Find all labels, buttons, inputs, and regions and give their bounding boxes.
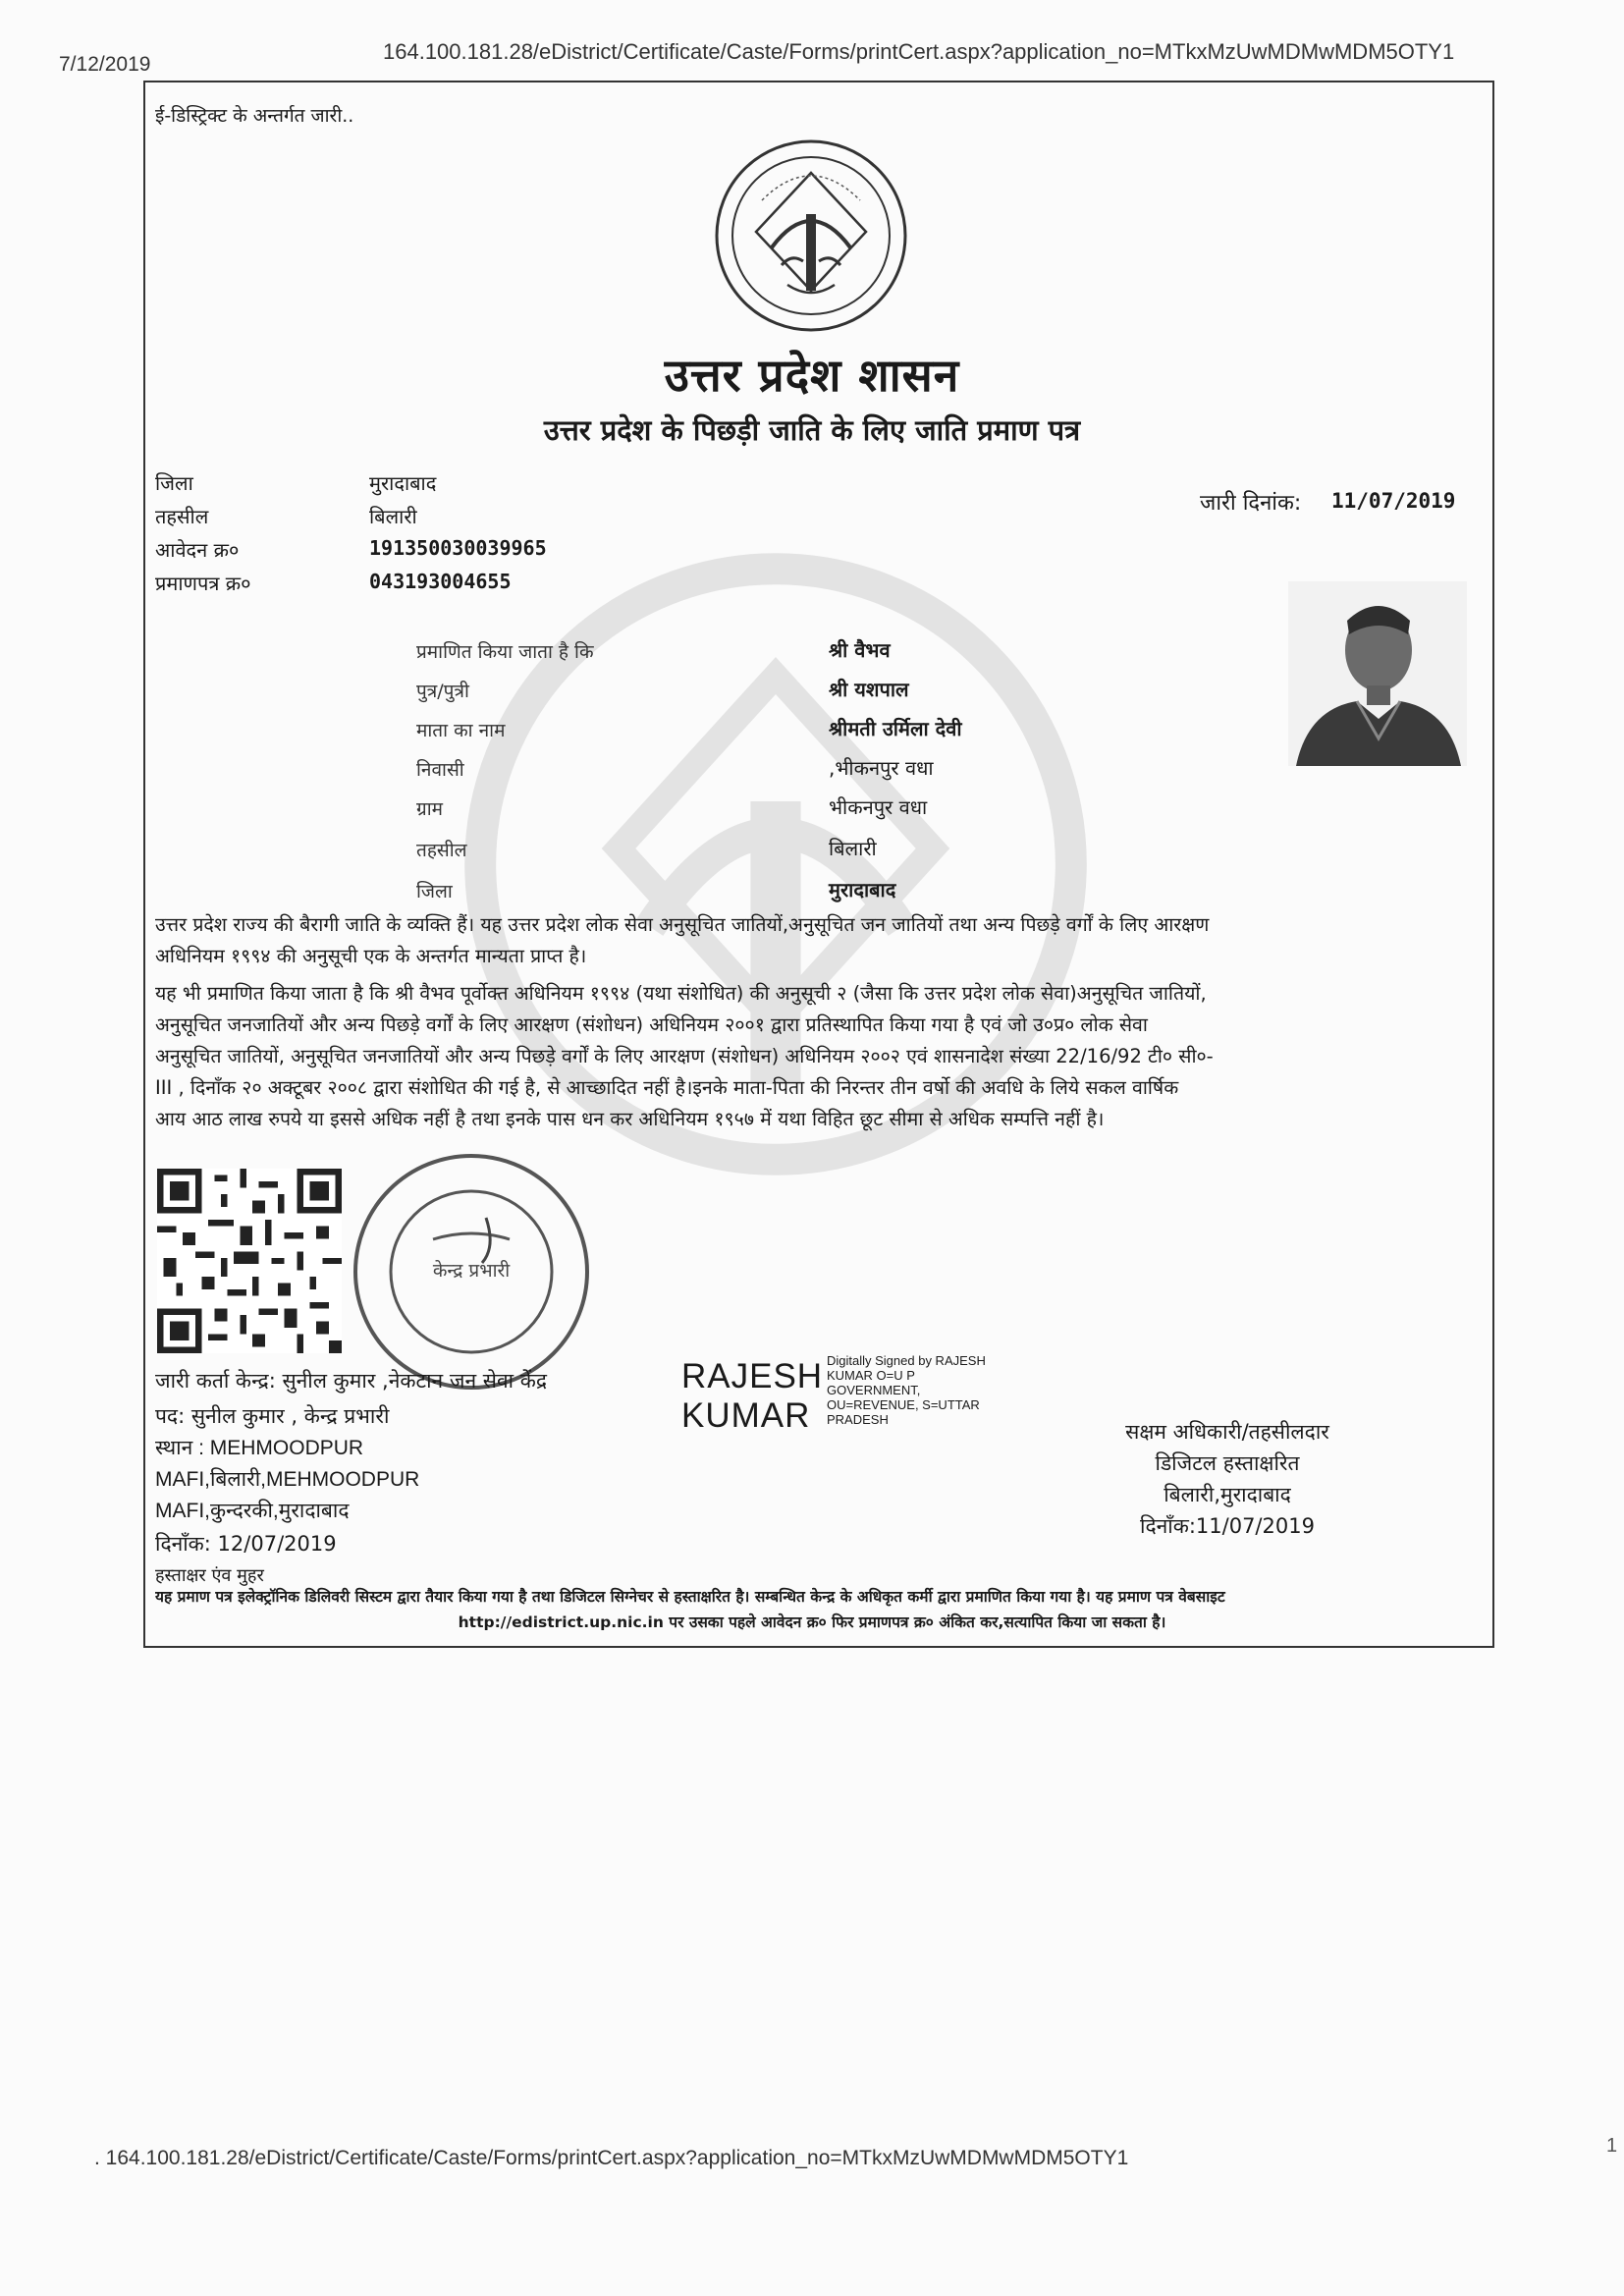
applicant-photo <box>1288 581 1467 766</box>
seal-text: केन्द्र प्रभारी <box>432 1260 511 1282</box>
father-name: श्री यशपाल <box>829 678 909 701</box>
header-note: ई-डिस्ट्रिक्ट के अन्तर्गत जारी.. <box>155 105 354 127</box>
district-value: मुरादाबाद <box>369 471 437 495</box>
mother-label: माता का नाम <box>416 720 506 741</box>
tehsil-label: तहसील <box>155 505 209 528</box>
paragraph-line: आय आठ लाख रुपये या इससे अधिक नहीं है तथा इनके पास धन कर अधिनियम १९५७ में यथा विहित छूट सीमा से अधिक सम्पत्ति नहीं है। <box>155 1108 1105 1130</box>
tehsil-value: बिलारी <box>369 505 417 528</box>
officer-date: दिनाँक:11/07/2019 <box>1140 1514 1315 1538</box>
verification-note: यह प्रमाण पत्र इलेक्ट्रॉनिक डिलिवरी सिस्टम द्वारा तैयार किया गया है तथा डिजिटल सिग्नेचर से हस्ताक्षरित है। सम्बन्धित केन्द्र के अधिकृत कर्मी द्वारा प्रमाणित किया गया है। यह प्रमाण पत्र वेबसाइट <box>155 1588 1225 1606</box>
village-label: ग्राम <box>416 798 443 820</box>
issuer-date: दिनाँक: 12/07/2019 <box>155 1532 337 1556</box>
creamy-layer-paragraph <box>155 978 1483 1135</box>
village-value: भीकनपुर वधा <box>829 795 928 819</box>
certificate-subtitle: उत्तर प्रदेश के पिछड़ी जाति के लिए जाति प्रमाण पत्र <box>543 413 1081 447</box>
application-number-value: 191350030039965 <box>369 536 547 560</box>
digitally-signed-label: डिजिटल हस्ताक्षरित <box>1155 1451 1300 1475</box>
print-url-bottom: . 164.100.181.28/eDistrict/Certificate/Caste/Forms/printCert.aspx?application_no=MTkxMzUwMDMwMDM5OTY1 <box>94 2147 1129 2169</box>
signature-and-seal-label: हस्ताक्षर एंव मुहर <box>155 1565 264 1586</box>
field-tehsil-value: बिलारी <box>829 837 877 860</box>
page-number: 1 <box>1606 2135 1618 2157</box>
paragraph-line: यह भी प्रमाणित किया जाता है कि श्री वैभव पूर्वोक्त अधिनियम १९९४ (यथा संशोधित) की अनुसूची २ (जैसा कि उत्तर प्रदेश लोक सेवा)अनुसूचित जातियों, <box>155 982 1207 1005</box>
certificate-number-value: 043193004655 <box>369 570 512 593</box>
issue-date-value: 11/07/2019 <box>1331 489 1456 513</box>
issuer-designation: पद: सुनील कुमार , केन्द्र प्रभारी <box>155 1404 390 1428</box>
certified-label: प्रमाणित किया जाता है कि <box>416 641 594 663</box>
digital-signature-detail: PRADESH <box>827 1412 889 1427</box>
district-label: जिला <box>155 471 193 495</box>
officer-designation: सक्षम अधिकारी/तहसीलदार <box>1125 1420 1329 1444</box>
paragraph-line: अनुसूचित जनजातियों और अन्य पिछड़े वर्गों के लिए आरक्षण (संशोधन) अधिनियम २००१ द्वारा प्रतिस्थापित किया गया है एवं जो उ०प्र० लोक सेवा <box>155 1013 1148 1036</box>
issuing-centre: जारी कर्ता केन्द्र: सुनील कुमार ,नेकटान जन सेवा केंद्र <box>155 1369 548 1393</box>
verification-url-note: http://edistrict.up.nic.in पर उसका पहले आवेदन क्र० फिर प्रमाणपत्र क्र० अंकित कर,सत्यापित किया जा सकता है। <box>458 1613 1166 1631</box>
up-government-emblem-icon <box>713 137 909 334</box>
resident-value: ,भीकनपुर वधा <box>829 756 934 780</box>
certificate-number-label: प्रमाणपत्र क्र० <box>155 572 251 595</box>
qr-code-icon <box>157 1169 342 1353</box>
digital-signature-name-2: KUMAR <box>681 1396 811 1435</box>
caste-recognition-paragraph <box>155 909 1483 972</box>
digital-signature-detail: GOVERNMENT, <box>827 1383 921 1397</box>
digital-signature-name-1: RAJESH <box>681 1357 824 1395</box>
mother-name: श्रीमती उर्मिला देवी <box>829 717 962 740</box>
field-tehsil-label: तहसील <box>416 840 467 861</box>
parent-label: पुत्र/पुत्री <box>416 681 469 702</box>
centre-seal <box>349 1149 594 1394</box>
applicant-name: श्री वैभव <box>829 638 891 662</box>
paragraph-line: III , दिनाँक २० अक्टूबर २००८ द्वारा संशोधित की गई है, से आच्छादित नहीं है।इनके माता-पिता की निरन्तर तीन वर्षो की अवधि के लिये सकल वार्षिक <box>155 1076 1179 1099</box>
field-district-label: जिला <box>416 881 453 902</box>
resident-label: निवासी <box>416 759 464 781</box>
paragraph-line: उत्तर प्रदेश राज्य की बैरागी जाति के व्यक्ति हैं। यह उत्तर प्रदेश लोक सेवा अनुसूचित जातियों,अनुसूचित जन जातियों तथा अन्य पिछड़े वर्गों के लिए आरक्षण <box>155 913 1210 936</box>
print-date: 7/12/2019 <box>59 53 151 76</box>
issuer-place-line-2: MAFI,बिलारी,MEHMOODPUR <box>155 1468 420 1491</box>
application-number-label: आवेदन क्र० <box>155 538 240 562</box>
field-district-value: मुरादाबाद <box>829 878 896 902</box>
digital-signature-detail: Digitally Signed by RAJESH <box>827 1353 986 1368</box>
digital-signature-detail: KUMAR O=U P <box>827 1368 915 1383</box>
issuer-place-line-3: MAFI,कुन्दरकी,मुरादाबाद <box>155 1500 350 1522</box>
print-url-top: 164.100.181.28/eDistrict/Certificate/Caste/Forms/printCert.aspx?application_no=MTkxMzUwMDMwMDM5OTY1 <box>383 39 1455 64</box>
issue-date-label: जारी दिनांक: <box>1200 491 1302 516</box>
officer-location: बिलारी,मुरादाबाद <box>1164 1483 1291 1506</box>
issuer-place: स्थान : MEHMOODPUR <box>155 1437 364 1459</box>
certificate-title: उत्तर प्रदेश शासन <box>664 349 960 402</box>
digital-signature-detail: OU=REVENUE, S=UTTAR <box>827 1397 980 1412</box>
paragraph-line: अधिनियम १९९४ की अनुसूची एक के अन्तर्गत मान्यता प्राप्त है। <box>155 945 587 967</box>
paragraph-line: अनुसूचित जातियों, अनुसूचित जनजातियों और अन्य पिछड़े वर्गों के लिए आरक्षण (संशोधन) अधिनियम २००२ एवं शासनादेश संख्या 22/16/92 टी० सी०- <box>155 1045 1214 1067</box>
